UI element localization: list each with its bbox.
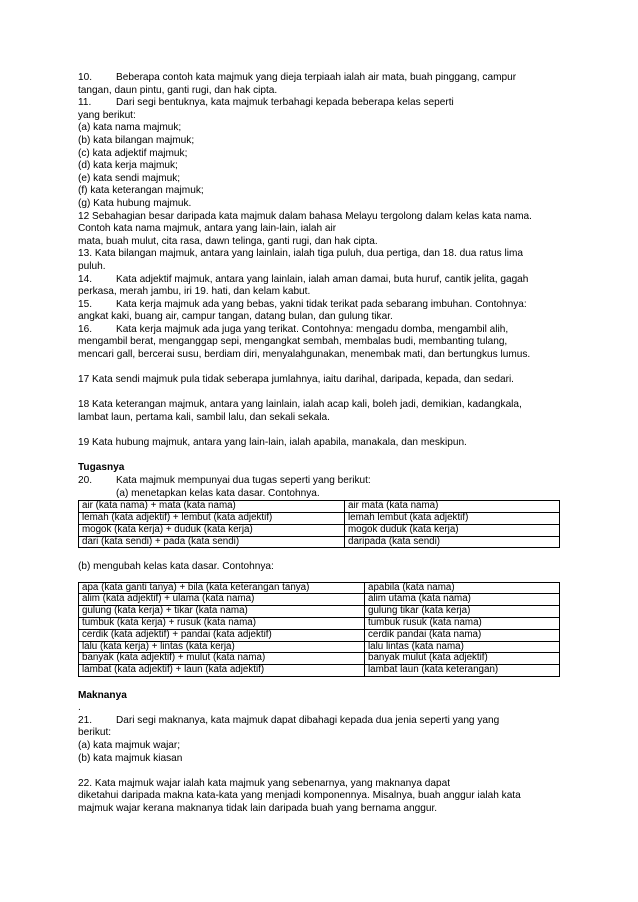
item-14: [78, 274, 578, 299]
item-text: 19 Kata hubung majmuk, antara yang lain-lain, ialah apabila, manakala, dan meskipun.: [78, 437, 467, 449]
item-text: Dari segi maknanya, kata majmuk dapat dibahagi kepada dua jenia seperti yang yang: [116, 714, 500, 726]
item-15: [78, 299, 578, 324]
list-item: (b) kata bilangan majmuk;: [78, 134, 195, 146]
table-cell: lemah lembut (kata adjektif): [345, 512, 560, 524]
list-item: (b) kata majmuk kiasan: [78, 752, 183, 764]
item-16: [78, 324, 578, 362]
table-cell: gulung (kata kerja) + tikar (kata nama): [79, 606, 365, 618]
list-item: (c) kata adjektif majmuk;: [78, 147, 188, 159]
table-cell: air (kata nama) + mata (kata nama): [79, 501, 345, 513]
table-cell: daripada (kata sendi): [345, 536, 560, 548]
list-item: (f) kata keterangan majmuk;: [78, 185, 204, 197]
table-row: [79, 524, 560, 536]
list-item: (e) kata sendi majmuk;: [78, 172, 181, 184]
part-b: [78, 561, 578, 574]
item-number: 14.: [78, 273, 93, 285]
item-text: mengambil berat, menganggap sepi, mengangkat sembah, membalas budi, membanting tulang,: [78, 336, 508, 348]
item-text: Kata adjektif majmuk, antara yang lainlain, ialah aman damai, buta huruf, cantik jelita, gagah: [116, 273, 529, 285]
table-cell: alim utama (kata nama): [365, 594, 560, 606]
item-text: (a) menetapkan kelas kata dasar. Contohnya.: [116, 487, 320, 499]
section-heading: Tugasnya: [78, 462, 125, 474]
item-text: Kata kerja majmuk ada juga yang terikat. Contohnya: mengadu domba, mengambil alih,: [116, 323, 509, 335]
item-18: [78, 399, 578, 424]
item-13: [78, 248, 578, 273]
table-cell: cerdik pandai (kata nama): [365, 629, 560, 641]
item-text: 13. Kata bilangan majmuk, antara yang lainlain, ialah tiga puluh, dua pertiga, dan 18. dua ratus lima: [78, 248, 523, 260]
item-text: berikut:: [78, 727, 112, 739]
table-row: [79, 512, 560, 524]
table-cell: alim (kata adjektif) + ulama (kata nama): [79, 594, 365, 606]
item-text: puluh.: [78, 260, 106, 272]
item-text: yang berikut:: [78, 109, 136, 121]
item-text: Kata majmuk mempunyai dua tugas seperti yang berikut:: [116, 475, 371, 486]
table-cell: lemah (kata adjektif) + lembut (kata adjektif): [79, 512, 345, 524]
item-12: [78, 211, 578, 249]
item-text: 12 Sebahagian besar daripada kata majmuk dalam bahasa Melayu tergolong dalam kelas kata nama.: [78, 210, 532, 222]
item-text: Beberapa contoh kata majmuk yang dieja terpiaah ialah air mata, buah pinggang, campur: [116, 72, 517, 83]
item-22: [78, 778, 578, 816]
item-number: 10.: [78, 72, 93, 83]
table-row: [79, 653, 560, 665]
item-text: Kata kerja majmuk ada yang bebas, yakni tidak terikat pada sebarang imbuhan. Contohnya:: [116, 298, 527, 310]
table-row: [79, 594, 560, 606]
item-text: tangan, daun pintu, ganti rugi, dan hak cipta.: [78, 84, 278, 96]
list-item: (a) kata nama majmuk;: [78, 122, 182, 134]
heading-dot: .: [78, 702, 81, 714]
section-tugasnya: [78, 462, 578, 500]
item-text: mata, buah mulut, cita rasa, dawn telinga, ganti rugi, dan hak cipta.: [78, 235, 378, 247]
table-row: [79, 582, 560, 594]
item-number: 11.: [78, 97, 92, 109]
item-text: angkat kaki, buang air, campur tangan, datang bulan, dan gulung tikar.: [78, 311, 393, 323]
item-text: 17 Kata sendi majmuk pula tidak seberapa jumlahnya, iaitu darihal, daripada, kepada, dan sedari.: [78, 374, 514, 386]
list-item: (g) Kata hubung majmuk.: [78, 197, 192, 209]
list-item: (d) kata kerja majmuk;: [78, 160, 178, 172]
table-cell: banyak mulut (kata adjektif): [365, 653, 560, 665]
list-item: (a) kata majmuk wajar;: [78, 739, 181, 751]
table-cell: apabila (kata nama): [365, 582, 560, 594]
table-row: [79, 641, 560, 653]
item-text: Contoh kata nama majmuk, antara yang lain-lain, ialah air: [78, 223, 337, 235]
item-10: [78, 72, 578, 97]
item-text: mencari gall, bercerai susu, berdiam diri, menyalahgunakan, menembak mati, dan bertungkus lumus.: [78, 349, 531, 361]
table-cell: lambat (kata adjektif) + laun (kata adjektif): [79, 665, 365, 677]
table-cell: cerdik (kata adjektif) + pandai (kata adjektif): [79, 629, 365, 641]
table-cell: mogok (kata kerja) + duduk (kata kerja): [79, 524, 345, 536]
table-cell: lalu (kata kerja) + lintas (kata kerja): [79, 641, 365, 653]
table-class-fixed: [78, 500, 560, 548]
table-row: [79, 536, 560, 548]
item-17: [78, 374, 578, 387]
item-text: majmuk wajar kerana maknanya tidak lain daripada buah yang bernama anggur.: [78, 802, 438, 814]
table-row: [79, 617, 560, 629]
item-number: 15.: [78, 298, 93, 310]
table-row: [79, 665, 560, 677]
table-cell: apa (kata ganti tanya) + bila (kata keterangan tanya): [79, 582, 365, 594]
item-number: 20.: [78, 475, 93, 486]
item-text: perkasa, merah jambu, iri 19. hati, dan kelam kabut.: [78, 286, 311, 298]
table-cell: lambat laun (kata keterangan): [365, 665, 560, 677]
table-cell: mogok duduk (kata kerja): [345, 524, 560, 536]
table-cell: tumbuk (kata kerja) + rusuk (kata nama): [79, 617, 365, 629]
item-text: 22. Kata majmuk wajar ialah kata majmuk yang sebenarnya, yang maknanya dapat: [78, 777, 450, 789]
table-cell: lalu lintas (kata nama): [365, 641, 560, 653]
table-cell: tumbuk rusuk (kata nama): [365, 617, 560, 629]
table-class-changed: [78, 582, 560, 677]
table-cell: banyak (kata adjektif) + mulut (kata nama): [79, 653, 365, 665]
item-number: 16.: [78, 323, 93, 335]
item-text: lambat laun, pertama kali, sambil lalu, dan sekali sekala.: [78, 412, 330, 424]
item-19: [78, 437, 578, 450]
section-heading: Maknanya: [78, 689, 127, 701]
item-text: diketahui daripada makna kata-kata yang menjadi komponennya. Misalnya, buah anggur ialah kata: [78, 790, 521, 802]
item-text: Dari segi bentuknya, kata majmuk terbahagi kepada beberapa kelas seperti: [116, 97, 454, 109]
table-row: [79, 629, 560, 641]
table-cell: dari (kata sendi) + pada (kata sendi): [79, 536, 345, 548]
section-maknanya: [78, 690, 578, 766]
item-11: [78, 97, 578, 210]
table-row: [79, 501, 560, 513]
table-cell: gulung tikar (kata kerja): [365, 606, 560, 618]
item-text: 18 Kata keterangan majmuk, antara yang lainlain, ialah acap kali, boleh jadi, demikian, kadangkala,: [78, 399, 522, 411]
item-number: 21.: [78, 714, 93, 726]
item-text: (b) mengubah kelas kata dasar. Contohnya:: [78, 560, 274, 572]
table-row: [79, 606, 560, 618]
table-cell: air mata (kata nama): [345, 501, 560, 513]
